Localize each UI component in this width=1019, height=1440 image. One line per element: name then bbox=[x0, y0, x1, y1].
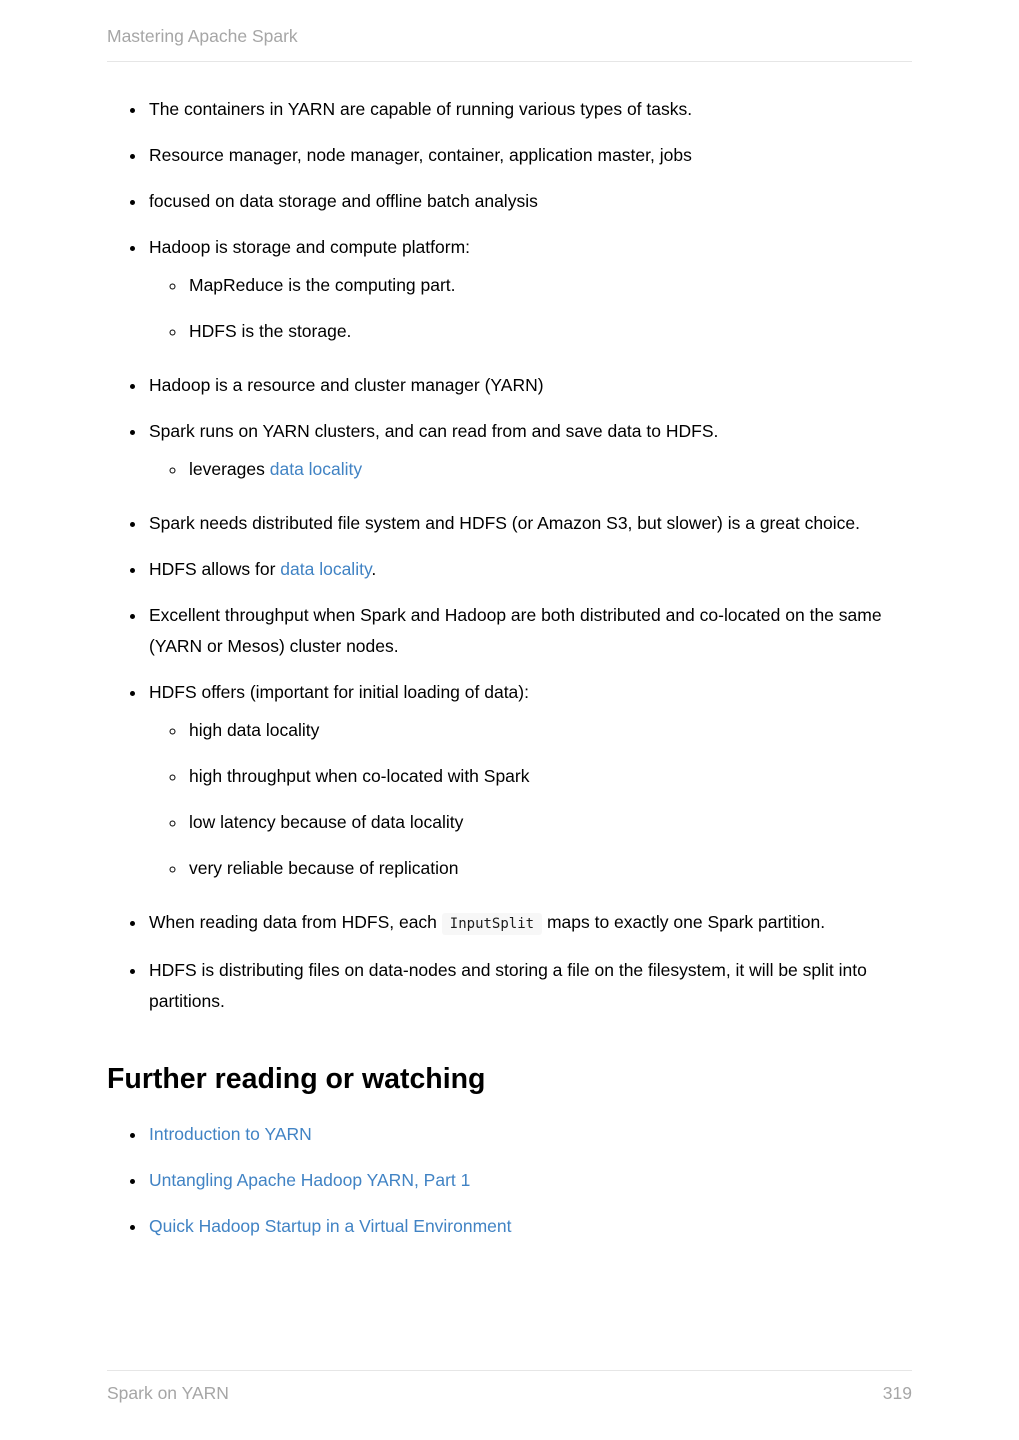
bullet-list bbox=[107, 87, 912, 1025]
list-item-text: Hadoop is storage and compute platform: bbox=[149, 237, 471, 257]
list-item-text: HDFS is the storage. bbox=[189, 321, 352, 341]
list-item bbox=[187, 846, 912, 892]
list-item-text: leverages bbox=[189, 459, 270, 479]
list-item bbox=[147, 948, 912, 1025]
list-item-text: When reading data from HDFS, each bbox=[149, 912, 442, 932]
list-item-text: maps to exactly one Spark partition. bbox=[542, 912, 826, 932]
page-footer bbox=[107, 1370, 912, 1440]
section-heading: Further reading or watching bbox=[107, 1063, 486, 1095]
list-item-text: high throughput when co-located with Spark bbox=[189, 766, 530, 786]
list-item bbox=[187, 800, 912, 846]
list-item-text: very reliable because of replication bbox=[189, 858, 459, 878]
list-item bbox=[187, 263, 912, 309]
list-item-text: Spark runs on YARN clusters, and can read from and save data to HDFS. bbox=[149, 421, 719, 441]
inline-link[interactable]: data locality bbox=[280, 559, 372, 579]
further-reading-link[interactable]: Quick Hadoop Startup in a Virtual Environment bbox=[149, 1216, 512, 1236]
list-item-text: MapReduce is the computing part. bbox=[189, 275, 456, 295]
list-item-text: The containers in YARN are capable of running various types of tasks. bbox=[149, 99, 693, 119]
inline-link[interactable]: data locality bbox=[269, 459, 363, 479]
inline-code: InputSplit bbox=[442, 913, 542, 935]
list-item-text: HDFS offers (important for initial loading of data): bbox=[149, 682, 529, 702]
list-item bbox=[147, 225, 912, 363]
list-item-text: high data locality bbox=[189, 720, 320, 740]
list-item-text: . bbox=[371, 559, 377, 579]
list-item bbox=[147, 409, 912, 501]
further-reading-list bbox=[107, 1112, 912, 1250]
book-title: Mastering Apache Spark bbox=[107, 26, 298, 46]
list-item bbox=[147, 87, 912, 133]
page-header bbox=[107, 0, 912, 62]
footer-chapter-title: Spark on YARN bbox=[107, 1383, 229, 1403]
page-content bbox=[107, 62, 912, 1370]
list-item bbox=[147, 547, 912, 593]
nested-list bbox=[149, 447, 912, 493]
list-item bbox=[147, 133, 912, 179]
list-item bbox=[187, 309, 912, 355]
list-item bbox=[147, 1158, 912, 1204]
further-reading-link[interactable]: Introduction to YARN bbox=[149, 1124, 312, 1144]
list-item bbox=[147, 593, 912, 670]
further-reading-link[interactable]: Untangling Apache Hadoop YARN, Part 1 bbox=[149, 1170, 471, 1190]
list-item bbox=[147, 1112, 912, 1158]
list-item bbox=[147, 363, 912, 409]
list-item bbox=[147, 501, 912, 547]
list-item-text: low latency because of data locality bbox=[189, 812, 464, 832]
list-item bbox=[147, 1204, 912, 1250]
list-item-text: Resource manager, node manager, container, application master, jobs bbox=[149, 145, 692, 165]
list-item-text: Hadoop is a resource and cluster manager (YARN) bbox=[149, 375, 544, 395]
nested-list bbox=[149, 263, 912, 355]
list-item bbox=[187, 754, 912, 800]
list-item bbox=[187, 447, 912, 493]
list-item bbox=[147, 179, 912, 225]
list-item bbox=[187, 708, 912, 754]
list-item bbox=[147, 900, 912, 948]
list-item bbox=[147, 670, 912, 900]
list-item-text: HDFS is distributing files on data-nodes and storing a file on the filesystem, it will be split into partitions. bbox=[149, 960, 867, 1011]
list-item-text: HDFS allows for bbox=[149, 559, 281, 579]
nested-list bbox=[149, 708, 912, 892]
list-item-text: focused on data storage and offline batch analysis bbox=[149, 191, 538, 211]
list-item-text: Excellent throughput when Spark and Hadoop are both distributed and co-located on the same (YARN or Mesos) cluster nodes. bbox=[149, 605, 882, 656]
list-item-text: Spark needs distributed file system and HDFS (or Amazon S3, but slower) is a great choice. bbox=[149, 513, 861, 533]
footer-page-number: 319 bbox=[882, 1383, 912, 1403]
